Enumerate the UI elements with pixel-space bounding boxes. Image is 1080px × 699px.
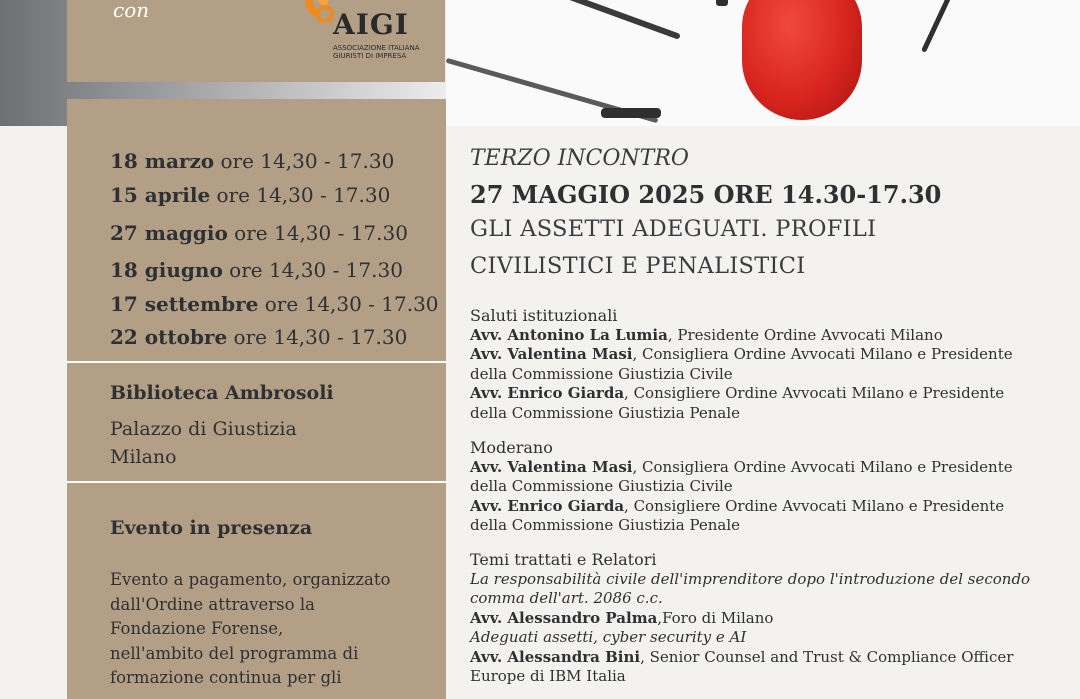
- aigi-logo-subtitle: ASSOCIAZIONE ITALIANA GIURISTI DI IMPRESA: [333, 44, 420, 60]
- presence-title: Evento in presenza: [110, 517, 313, 539]
- partner-box: [67, 0, 445, 82]
- event-title-line: GLI ASSETTI ADEGUATI. PROFILI: [470, 216, 877, 242]
- topic-line: comma dell'art. 2086 c.c.: [470, 589, 663, 607]
- schedule-item: 18 marzo ore 14,30 - 17.30: [110, 149, 395, 173]
- wire-decoration: [601, 108, 661, 118]
- event-title-line: CIVILISTICI E PENALISTICI: [470, 253, 806, 279]
- venue-city: Milano: [110, 446, 177, 468]
- moderano-section: [470, 438, 1060, 536]
- section-heading: Moderano: [470, 438, 553, 457]
- speaker-role: Europe di IBM Italia: [470, 667, 626, 685]
- speaker-role: della Commissione Giustizia Penale: [470, 403, 741, 422]
- divider: [67, 361, 446, 363]
- aigi-logo-text: AIGI: [333, 8, 409, 41]
- schedule-item: 15 aprile ore 14,30 - 17.30: [110, 183, 391, 207]
- temi-section: [470, 550, 1060, 687]
- schedule-item: 22 ottobre ore 14,30 - 17.30: [110, 325, 408, 349]
- wire-decoration: [921, 0, 951, 53]
- left-info-panel: [67, 99, 446, 699]
- event-kicker: TERZO INCONTRO: [470, 146, 689, 171]
- topic-line: La responsabilità civile dell'imprenditore dopo l'introduzione del secondo: [470, 569, 1031, 588]
- presence-description: Evento a pagamento, organizzato dall'Ordine attraverso la Fondazione Forense, nell'ambito del programma di formazione continua per gli: [110, 570, 391, 687]
- speaker-line: Avv. Enrico Giarda, Consigliere Ordine Avvocati Milano e Presidente: [470, 384, 1005, 402]
- schedule-item: 27 maggio ore 14,30 - 17.30: [110, 221, 408, 245]
- topic-line: Adeguati assetti, cyber security e AI: [470, 628, 747, 646]
- venue-line: Palazzo di Giustizia: [110, 418, 297, 440]
- schedule-item: 18 giugno ore 14,30 - 17.30: [110, 258, 403, 282]
- wire-decoration: [716, 0, 728, 6]
- speaker-line: Avv. Alessandra Bini, Senior Counsel and Trust & Compliance Officer: [470, 647, 1014, 666]
- speaker-line: Avv. Antonino La Lumia, Presidente Ordine Avvocati Milano: [470, 325, 943, 344]
- divider: [67, 481, 446, 483]
- venue-name: Biblioteca Ambrosoli: [110, 382, 334, 404]
- speaker-line: Avv. Enrico Giarda, Consigliere Ordine Avvocati Milano e Presidente: [470, 496, 1005, 515]
- section-heading: Saluti istituzionali: [470, 306, 618, 325]
- section-heading: Temi trattati e Relatori: [470, 550, 657, 569]
- wire-decoration: [547, 0, 681, 40]
- speaker-role: della Commissione Giustizia Civile: [470, 477, 733, 495]
- speaker-role: della Commissione Giustizia Civile: [470, 364, 733, 383]
- con-label: con: [113, 0, 150, 22]
- red-figure-image: [742, 0, 862, 120]
- speaker-line: Avv. Alessandro Palma,Foro di Milano: [470, 608, 774, 627]
- speaker-line: Avv. Valentina Masi, Consigliera Ordine Avvocati Milano e Presidente: [470, 345, 1013, 363]
- schedule-item: 17 settembre ore 14,30 - 17.30: [110, 292, 439, 316]
- speaker-role: della Commissione Giustizia Penale: [470, 516, 741, 534]
- saluti-section: [470, 306, 1060, 423]
- event-date-heading: 27 MAGGIO 2025 ORE 14.30-17.30: [470, 180, 942, 209]
- speaker-line: Avv. Valentina Masi, Consigliera Ordine Avvocati Milano e Presidente: [470, 457, 1013, 476]
- header-photo: [446, 0, 1080, 126]
